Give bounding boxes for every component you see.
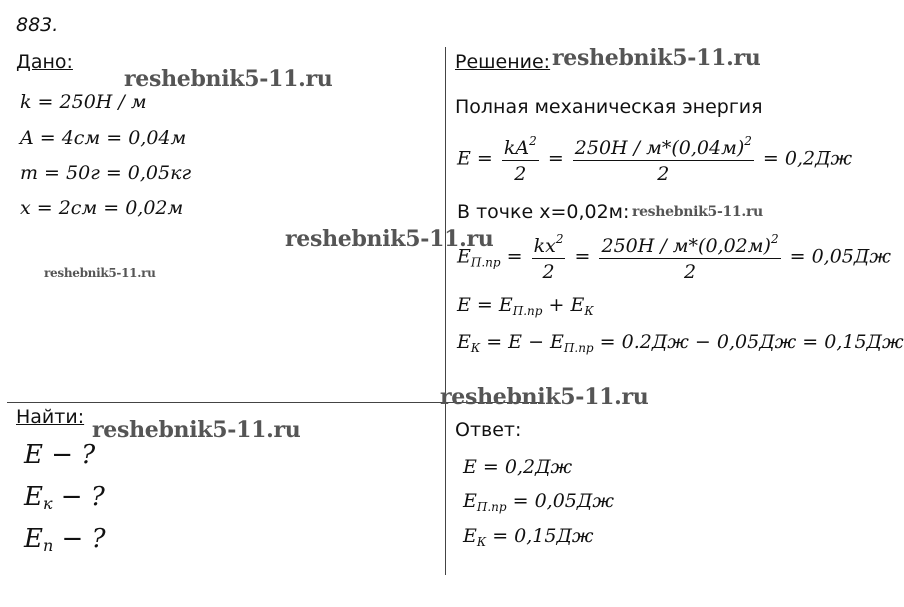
full-energy-label: Полная механическая энергия — [455, 96, 763, 118]
watermark: reshebnik5-11.ru — [552, 45, 761, 71]
given-line-2: A = 4см = 0,04м — [20, 127, 187, 149]
answer-heading: Ответ: — [455, 419, 522, 441]
watermark: reshebnik5-11.ru — [285, 226, 494, 252]
given-heading: Дано: — [16, 51, 73, 73]
find-energy: E − ? — [24, 440, 96, 470]
given-line-3: m = 50г = 0,05кг — [20, 162, 192, 184]
at-point-label: В точке x=0,02м: — [457, 201, 630, 223]
given-line-1: k = 250Н / м — [20, 91, 147, 113]
watermark: reshebnik5-11.ru — [92, 417, 301, 443]
answer-line-2: $E_{П.пр} = 0,05Дж$ — [463, 490, 614, 514]
vertical-divider — [445, 47, 446, 575]
watermark: reshebnik5-11.ru — [44, 266, 156, 280]
energy-sum-equation: $E = E_{П.пр} + E_К$ — [457, 294, 594, 318]
problem-number: 883. — [16, 14, 59, 36]
given-line-4: x = 2см = 0,02м — [20, 197, 184, 219]
solution-heading: Решение: — [455, 51, 551, 73]
find-potential-energy: $E_п$ − ? — [24, 524, 106, 555]
answer-line-1: E = 0,2Дж — [463, 456, 573, 478]
find-heading: Найти: — [16, 406, 85, 428]
potential-energy-equation: $E_{П.пр}$ = $\frac{kx^2}{2}$ = $\frac{250Н / м*(0,02м)^2}{2}$ = 0,05Дж — [457, 232, 891, 283]
energy-equation: E = $\frac{kA^2}{2}$ = $\frac{250Н / м*(0,04м)^2}{2}$ = 0,2Дж — [457, 134, 853, 185]
watermark: reshebnik5-11.ru — [632, 204, 763, 220]
find-kinetic-energy: $E_к$ − ? — [24, 482, 105, 513]
watermark: reshebnik5-11.ru — [124, 66, 333, 92]
watermark: reshebnik5-11.ru — [440, 384, 649, 410]
answer-line-3: $E_К = 0,15Дж$ — [463, 525, 594, 549]
kinetic-energy-equation: $E_К = E - E_{П.пр} = 0.2Дж - 0,05Дж = 0,15Дж$ — [457, 331, 904, 355]
